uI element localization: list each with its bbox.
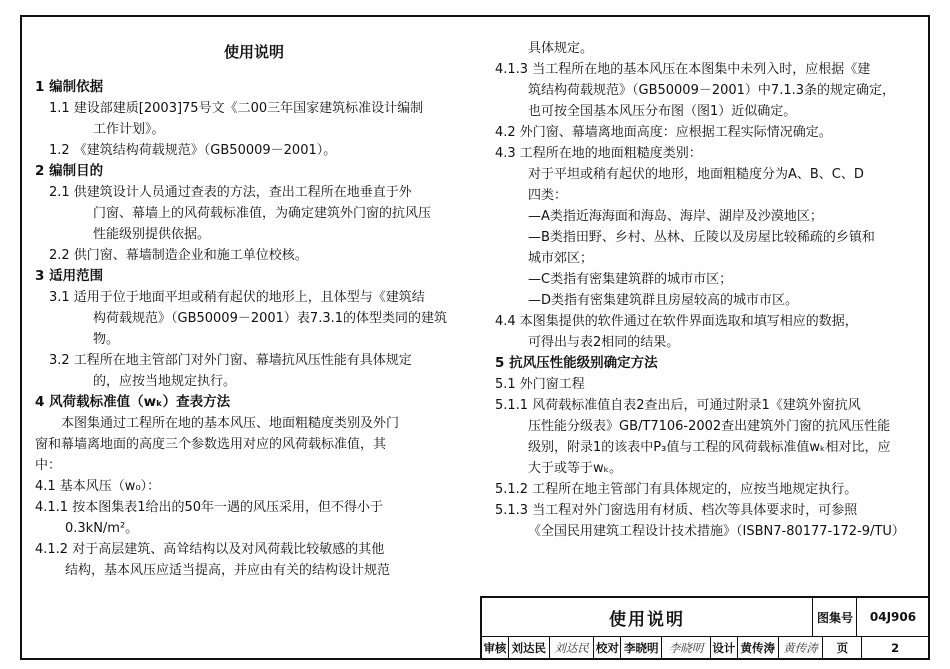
text-line: 3.2 工程所在地主管部门对外门窗、幕墙抗风压性能有具体规定 [49, 353, 412, 368]
text-line: —D类指有密集建筑群且房屋较高的城市市区。 [528, 293, 799, 308]
document-title: 使用说明 [223, 43, 284, 61]
text-line: 大于或等于wₖ。 [528, 461, 623, 476]
text-line: 结构，基本风压应适当提高，并应由有关的结构设计规范 [65, 563, 391, 578]
check-label: 校对 [594, 637, 621, 659]
designer-signature: 黄传涛 [779, 637, 824, 659]
text-line: 物。 [93, 332, 120, 347]
text-line: 中： [35, 458, 62, 473]
text-line: 4.3 工程所在地的地面粗糙度类别： [495, 146, 702, 161]
text-line: 2.2 供门窗、幕墙制造企业和施工单位校核。 [49, 248, 308, 263]
text-line: 4.1.2 对于高层建筑、高耸结构以及对风荷载比较敏感的其他 [35, 542, 385, 557]
reviewer-signature: 刘达民 [550, 637, 595, 659]
design-label: 设计 [711, 637, 738, 659]
text-line: 4.2 外门窗、幕墙离地面高度：应根据工程实际情况确定。 [495, 125, 832, 140]
title-block-top-row [482, 598, 928, 637]
set-number-value: 04J906 [869, 610, 917, 624]
text-line: 4.1.1 按本图集表1给出的50年一遇的风压采用，但不得小于 [35, 500, 384, 515]
checker-signature: 李晓明 [662, 637, 711, 659]
section-heading: 5 抗风压性能级别确定方法 [495, 355, 658, 371]
text-line: 可得出与表2相同的结果。 [528, 335, 680, 350]
title-block-bottom-row [482, 637, 928, 659]
text-line: 构荷载规范》（GB50009－2001）表7.3.1的体型类同的建筑 [93, 311, 448, 326]
text-line: 筑结构荷载规范》（GB50009－2001）中7.1.3条的规定确定， [528, 83, 896, 98]
section-heading: 4 风荷载标准值（wₖ）查表方法 [35, 394, 231, 410]
text-line: 门窗、幕墙上的风荷载标准值，为确定建筑外门窗的抗风压 [93, 206, 432, 221]
text-line: 2.1 供建筑设计人员通过查表的方法，查出工程所在地垂直于外 [49, 185, 412, 200]
text-line: 工作计划》。 [93, 122, 165, 137]
right-text-lines [495, 38, 915, 542]
designer-name: 黄传涛 [738, 637, 779, 659]
checker-name: 李晓明 [621, 637, 662, 659]
text-line: 压性能分级表》GB/T7106-2002查出建筑外门窗的抗风压性能 [528, 419, 891, 434]
text-line: 4.4 本图集提供的软件通过在软件界面选取和填写相应的数据， [495, 314, 858, 329]
reviewer-name: 刘达民 [509, 637, 550, 659]
text-line: 0.3kN/m²。 [65, 521, 139, 536]
text-line: 级别，附录1的该表中P₃值与工程的风荷载标准值wₖ相对比，应 [528, 440, 891, 455]
text-line: 5.1 外门窗工程 [495, 377, 585, 392]
text-line: 性能级别提供依据。 [93, 227, 211, 242]
set-number-label: 图集号 [814, 598, 857, 636]
text-line: —A类指近海海面和海岛、海岸、湖岸及沙漠地区； [528, 209, 823, 224]
text-line: 的，应按当地规定执行。 [93, 374, 237, 389]
text-line: 5.1.2 工程所在地主管部门有具体规定的，应按当地规定执行。 [495, 482, 858, 497]
text-line: 对于平坦或稍有起伏的地形，地面粗糙度分为A、B、C、D [528, 167, 864, 182]
page-number: 2 [891, 641, 900, 655]
section-heading: 1 编制依据 [35, 79, 104, 95]
text-line: 4.1 基本风压（w₀）： [35, 479, 161, 494]
text-line: 《全国民用建筑工程设计技术措施》（ISBN7-80177-172-9/TU） [528, 524, 905, 539]
text-line: 5.1.3 当工程对外门窗选用有材质、档次等具体要求时，可参照 [495, 503, 858, 518]
section-heading: 2 编制目的 [35, 163, 104, 179]
text-line: 1.2 《建筑结构荷载规范》（GB50009－2001）。 [49, 143, 337, 158]
text-line: 4.1.3 当工程所在地的基本风压在本图集中未列入时，应根据《建 [495, 62, 871, 77]
section-heading: 3 适用范围 [35, 268, 104, 284]
text-line: 也可按全国基本风压分布图（图1）近似确定。 [528, 104, 797, 119]
left-column [35, 42, 473, 581]
title-block [480, 596, 930, 660]
text-line: 四类： [528, 188, 568, 203]
text-line: 3.1 适用于位于地面平坦或稍有起伏的地形上，且体型与《建筑结 [49, 290, 425, 305]
text-line: 具体规定。 [528, 41, 594, 56]
text-line: —B类指田野、乡村、丛林、丘陵以及房屋比较稀疏的乡镇和 [528, 230, 875, 245]
page-label: 页 [823, 637, 862, 659]
text-line: 5.1.1 风荷载标准值自表2查出后，可通过附录1《建筑外窗抗风 [495, 398, 861, 413]
text-line: 窗和幕墙离地面的高度三个参数选用对应的风荷载标准值，其 [35, 437, 387, 452]
text-line: 城市郊区； [528, 251, 594, 266]
title-block-name: 使用说明 [482, 598, 813, 636]
text-line: 本图集通过工程所在地的基本风压、地面粗糙度类别及外门 [61, 416, 400, 431]
review-label: 审核 [482, 637, 509, 659]
left-text-lines [35, 77, 473, 581]
text-line: —C类指有密集建筑群的城市市区； [528, 272, 733, 287]
right-column [495, 38, 915, 542]
text-line: 1.1 建设部建质[2003]75号文《二00三年国家建筑标准设计编制 [49, 101, 424, 116]
